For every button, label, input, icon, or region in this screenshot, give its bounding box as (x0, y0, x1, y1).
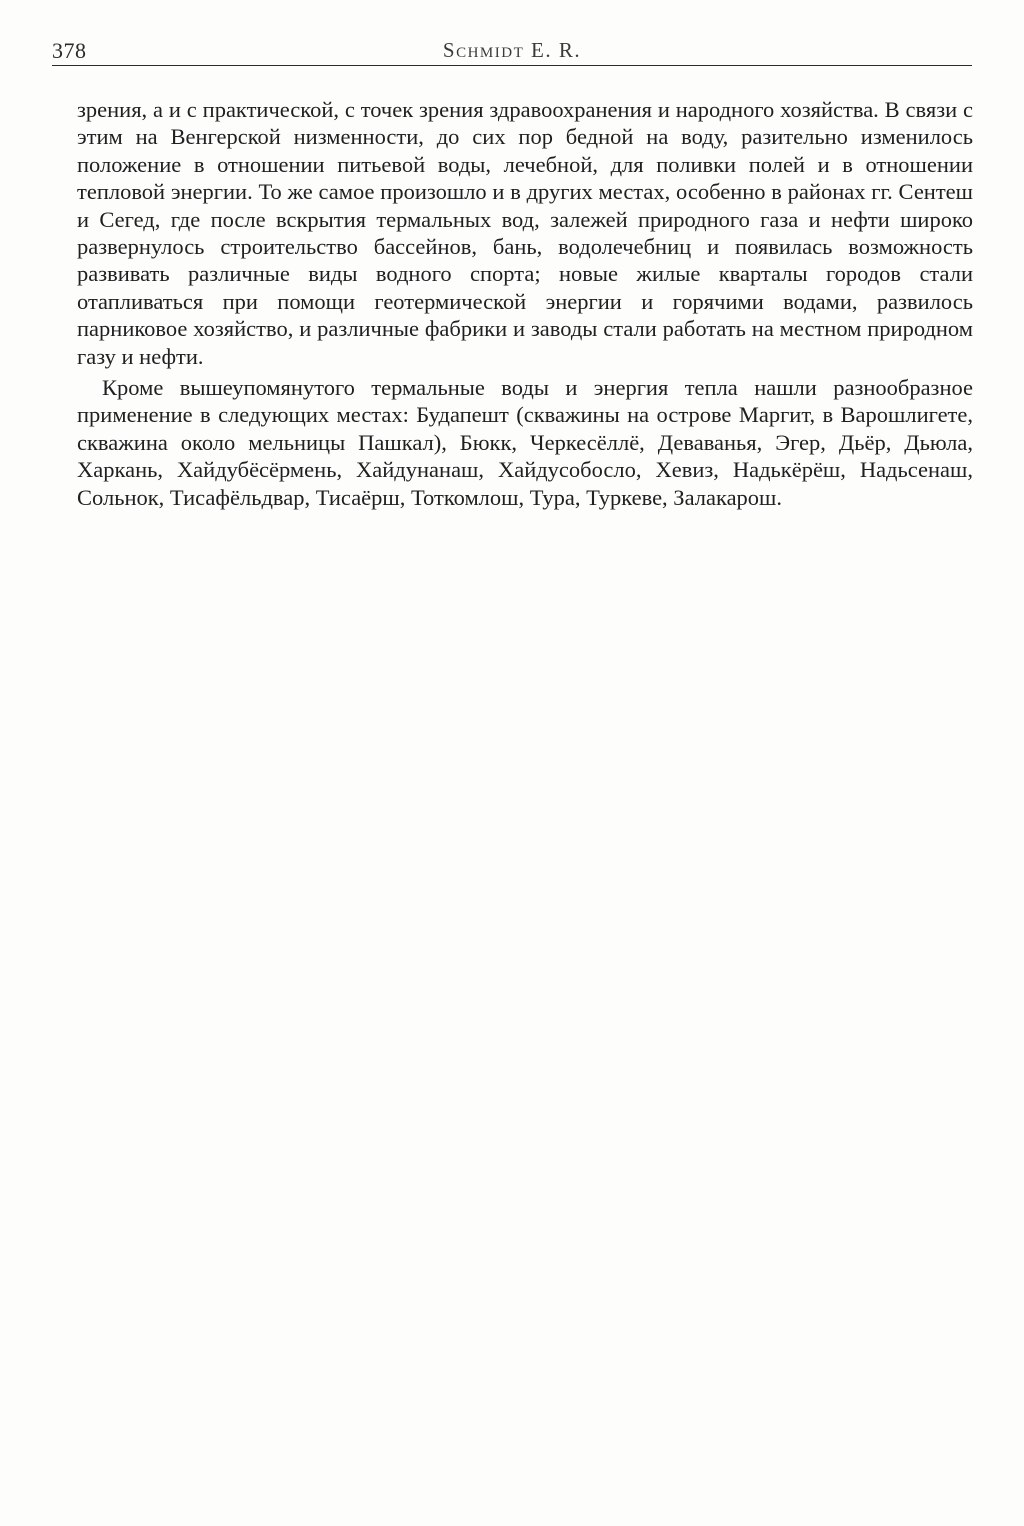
page-number: 378 (52, 38, 87, 63)
body-text (77, 96, 973, 511)
running-title: Schmidt E. R. (442, 38, 582, 62)
running-head (52, 38, 972, 66)
paragraph-continuation: зрения, а и с практической, с точек зрения здравоохранения и народного хозяйства. В связи с этим на Венгерской низменности, до сих пор бедной на воду, разительно изменилось положение в отношении питьевой воды, лечебной, для поливки полей и в отношении тепловой энергии. То же самое произошло и в других местах, особенно в районах гг. Сентеш и Сегед, где после вскрытия термальных вод, залежей природного газа и нефти широко развернулось строительство бассейнов, бань, водолечебниц и появилась возможность развивать различные виды водного спорта; новые жилые кварталы городов стали отапливаться при помощи геотермической энергии и горячими водами, развилось парниковое хозяйство, и различные фабрики и заводы стали работать на местном природном газу и нефти. (77, 97, 973, 369)
paragraph-applications: Кроме вышеупомянутого термальные воды и энергия тепла нашли разнообразное применение в следующих местах: Будапешт (скважины на острове Маргит, в Варошлигете, скважина около мельницы Пашкал), Бюкк, Черкесёллё, Деваванья, Эгер, Дьёр, Дьюла, Харкань, Хайдубёсёрмень, Хайдунанаш, Хайдусобосло, Хевиз, Надькёрёш, Надьсенаш, Сольнок, Тисафёльдвар, Тисаёрш, Тоткомлош, Тура, Туркеве, Залакарош. (77, 375, 973, 510)
header-rule (52, 65, 972, 66)
